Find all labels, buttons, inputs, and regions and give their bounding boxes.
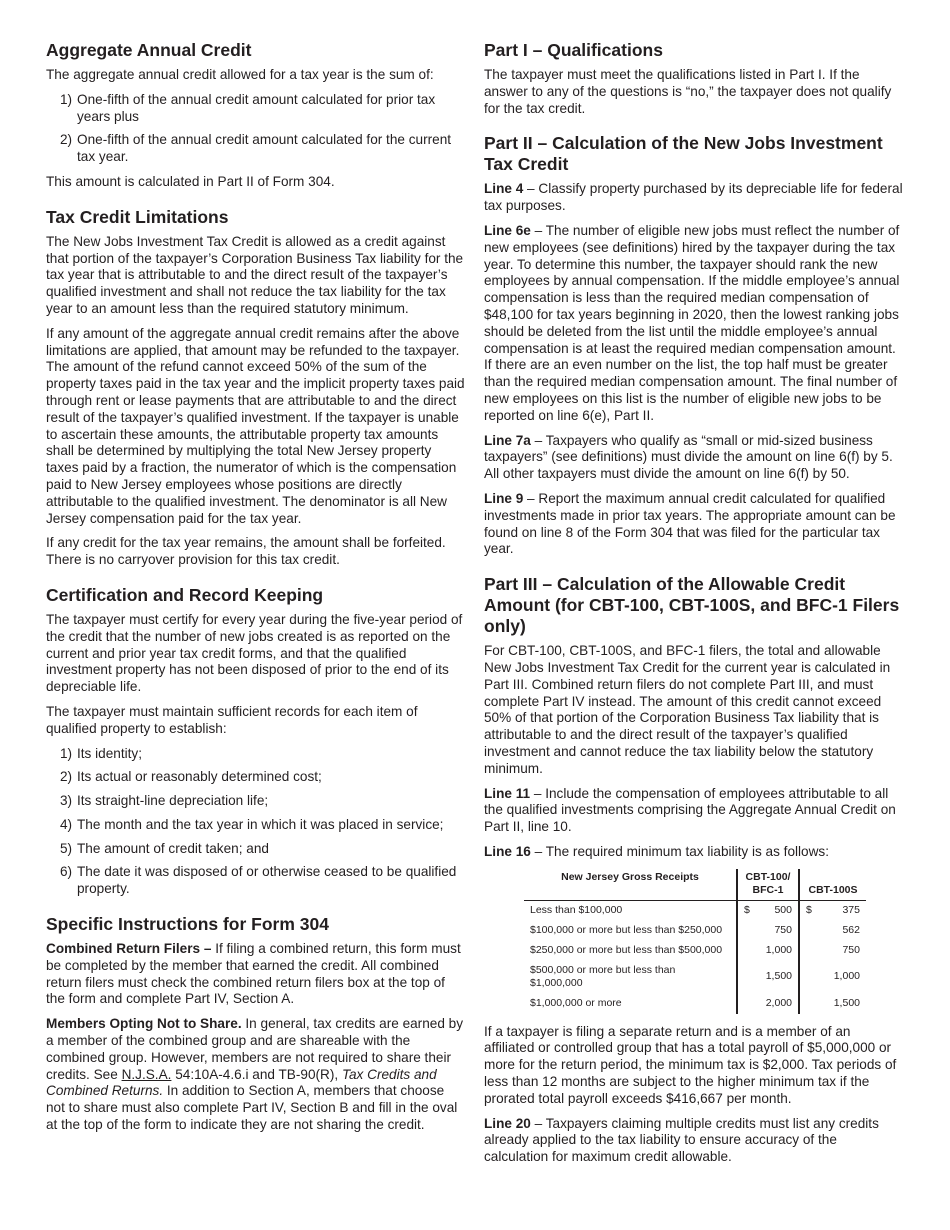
paragraph: If any amount of the aggregate annual credit remains after the above limitations are applied, that amount may be refunded to the taxpayer. The amount of the refund cannot exceed 50% of the sum of the property taxes paid in the tax year and the implicit property taxes paid through rent or lease payments that are attributable to and the direct result of the taxpayer’s qualified investment. If the taxpayer is unable to ascertain these amounts, the attributable property tax amounts shall be determined by multiplying the total New Jersey property taxes paid by a fraction, the numerator of which is the compensation paid to New Jersey employees whose positions are directly attributable to the qualified investment. The denominator is all New Jersey compensation paid for the tax year. (46, 325, 465, 526)
list-item: 2) Its actual or reasonably determined cost; (60, 769, 322, 785)
table-row (524, 921, 866, 941)
cbt100-cell: 2,000 (737, 994, 799, 1014)
part2-section (484, 133, 904, 558)
line16-paragraph: Line 16 – The required minimum tax liability is as follows: (484, 843, 830, 859)
line11-paragraph: Line 11 – Include the compensation of employees attributable to all the qualified investments comprising the Aggregate Annual Credit on Part II, line 10. (484, 785, 896, 835)
aggregate-annual-credit-heading: Aggregate Annual Credit (46, 40, 252, 60)
line9-paragraph: Line 9 – Report the maximum annual credit calculated for qualified investments made in prior tax years. The appropriate amount can be found on line 8 of the Form 304 that was filed for the particular tax year. (484, 490, 896, 557)
specific-instructions-section (46, 914, 466, 1134)
list-item: 1) One-fifth of the annual credit amount calculated for prior tax years plus (60, 91, 436, 124)
header-cbt100s: CBT-100S (808, 883, 858, 896)
aggregate-list (46, 92, 466, 166)
paragraph: If any credit for the tax year remains, the amount shall be forfeited. There is no carryover provision for this tax credit. (46, 535, 446, 568)
receipts-cell: $1,000,000 or more (530, 996, 622, 1009)
list-item: 1) Its identity; (60, 745, 142, 761)
aggregate-annual-credit-section (46, 40, 466, 191)
paragraph: The taxpayer must meet the qualifications listed in Part I. If the answer to any of the questions is “no,” the taxpayer does not qualify for the tax credit. (484, 67, 892, 116)
part3-section (484, 574, 904, 1166)
certification-heading: Certification and Record Keeping (46, 584, 324, 605)
line20-paragraph: Line 20 – Taxpayers claiming multiple credits must list any credits already applied to the tax liability to ensure accuracy of the calculation for maximum credit allowable. (484, 1115, 879, 1165)
list-item: 3) Its straight-line depreciation life; (60, 793, 269, 809)
paragraph: The taxpayer must certify for every year during the five-year period of the credit that the number of new jobs created is as reported on the current and prior year tax credit forms, and that the qualified investment property has not been disposed of prior to the end of its depreciable life. (46, 611, 463, 695)
receipts-cell: $250,000 or more but less than $500,000 (530, 943, 723, 956)
tax-credit-limitations-heading: Tax Credit Limitations (46, 206, 229, 227)
part3-heading: Part III – Calculation of the Allowable Credit Amount (for CBT-100, CBT-100S, and BFC-1 Filers only) (484, 574, 900, 637)
list-item: 4) The month and the tax year in which it was placed in service; (60, 816, 444, 832)
cbt100s-cell: 1,500 (833, 996, 860, 1009)
line4-paragraph: Line 4 – Classify property purchased by its depreciable life for federal tax purposes. (484, 181, 903, 214)
paragraph: If a taxpayer is filing a separate return and is a member of an affiliated or controlled group that has a total payroll of $5,000,000 or more for the return period, the minimum tax is $2,000. Tax periods of less than 12 months are subject to the higher minimum tax if the prorated total payroll exceeds $416,667 per month. (484, 1023, 897, 1106)
list-item: 5) The amount of credit taken; and (60, 840, 269, 856)
table-row (524, 961, 866, 994)
aggregate-outro: This amount is calculated in Part II of Form 304. (46, 173, 335, 189)
table-row (524, 994, 866, 1014)
cbt100-cell: 1,500 (737, 961, 799, 994)
paragraph: The New Jobs Investment Tax Credit is allowed as a credit against that portion of the taxpayer’s Corporation Business Tax liability for the tax year that is attributable to and the direct result of the taxpayer’s qualified investment and shall not reduce the tax liability for the tax year to an amount less than the required statutory minimum. (46, 233, 464, 316)
table-row (524, 941, 866, 961)
receipts-cell: $500,000 or more but less than $1,000,000 (530, 963, 676, 989)
aggregate-intro: The aggregate annual credit allowed for a tax year is the sum of: (46, 67, 434, 82)
line6e-paragraph: Line 6e – The number of eligible new jobs must reflect the number of new employees (see definitions) hired by the taxpayer during the tax year. To determine this number, the taxpayer should rank the new employees by annual compensation. If the middle employee’s annual compensation is less than the required median compensation of $48,100 for tax years beginning in 2020, then the lowest ranking jobs should be deleted from the list until the middle employee’s annual compensation is at least the required median compensation amount. If there are an even number on the list, the top half must be greater than the required median compensation amount. The final number of new employees on this list is the number of eligible new jobs to be reported on line 6(e), Part II. (484, 222, 900, 423)
part1-heading: Part I – Qualifications (484, 40, 663, 60)
cbt100-cell: $ 500 (737, 900, 799, 921)
list-item: 2) One-fifth of the annual credit amount calculated for the current tax year. (60, 132, 452, 165)
combined-return-filers-paragraph: Combined Return Filers – If filing a combined return, this form must be completed by the member that earned the credit. All combined return filers must check the combined return filers box at the top of the form and complete Part IV, Section A. (46, 941, 461, 1007)
members-opting-paragraph: Members Opting Not to Share. In general, tax credits are earned by a member of the combined group and are shareable with the combined group. However, members are not required to share their credits. See N.J.S.A. 54:10A-4.6.i and TB-90(R), Tax Credits and Combined Returns. In addition to Section A, members that choose not to share must also complete Part IV, Section B and fill in the oval at the top of the form to indicate they are not sharing the credit. (46, 1016, 464, 1133)
cbt100s-cell: 1,000 (833, 970, 860, 983)
header-gross-receipts: New Jersey Gross Receipts (561, 870, 699, 883)
paragraph: The taxpayer must maintain sufficient records for each item of qualified property to establish: (46, 703, 418, 736)
right-column (484, 40, 904, 1182)
cbt100s-cell: $ 375 (806, 903, 860, 916)
minimum-tax-table (524, 869, 866, 1014)
cbt100-cell: 750 (737, 921, 799, 941)
specific-instructions-heading: Specific Instructions for Form 304 (46, 914, 329, 935)
part2-heading: Part II – Calculation of the New Jobs Investment Tax Credit (484, 133, 883, 175)
left-column (46, 40, 466, 1150)
receipts-cell: Less than $100,000 (530, 903, 623, 916)
table-row (524, 900, 866, 921)
tax-credit-limitations-section (46, 207, 466, 569)
line7a-paragraph: Line 7a – Taxpayers who qualify as “small or mid-sized business taxpayers” (see definitions) must divide the amount on line 6(f) by 5. All other taxpayers must divide the amount on line 6(f) by 50. (484, 432, 893, 482)
header-cbt100-bfc1: CBT-100/ BFC-1 (737, 869, 799, 901)
receipts-cell: $100,000 or more but less than $250,000 (530, 923, 723, 936)
cbt100-cell: 1,000 (737, 941, 799, 961)
table-header-row (524, 869, 866, 901)
part1-section (484, 40, 904, 117)
records-list (46, 746, 466, 899)
cbt100s-cell: 562 (842, 923, 860, 936)
list-item: 6) The date it was disposed of or otherwise ceased to be qualified property. (60, 864, 457, 897)
njsa-link[interactable]: N.J.S.A. (121, 1066, 172, 1082)
certification-section (46, 585, 466, 898)
cbt100s-cell: 750 (842, 943, 860, 956)
paragraph: For CBT-100, CBT-100S, and BFC-1 filers, the total and allowable New Jobs Investment Tax Credit for the current year is calculated in Part III. Combined return filers do not complete Part III, and must complete Part IV instead. The amount of this credit cannot exceed 50% of that portion of the Corporation Business Tax liability that is attributable to and the direct result of the taxpayer’s qualified investment and cannot reduce the tax liability below the statutory minimum. (484, 643, 891, 776)
